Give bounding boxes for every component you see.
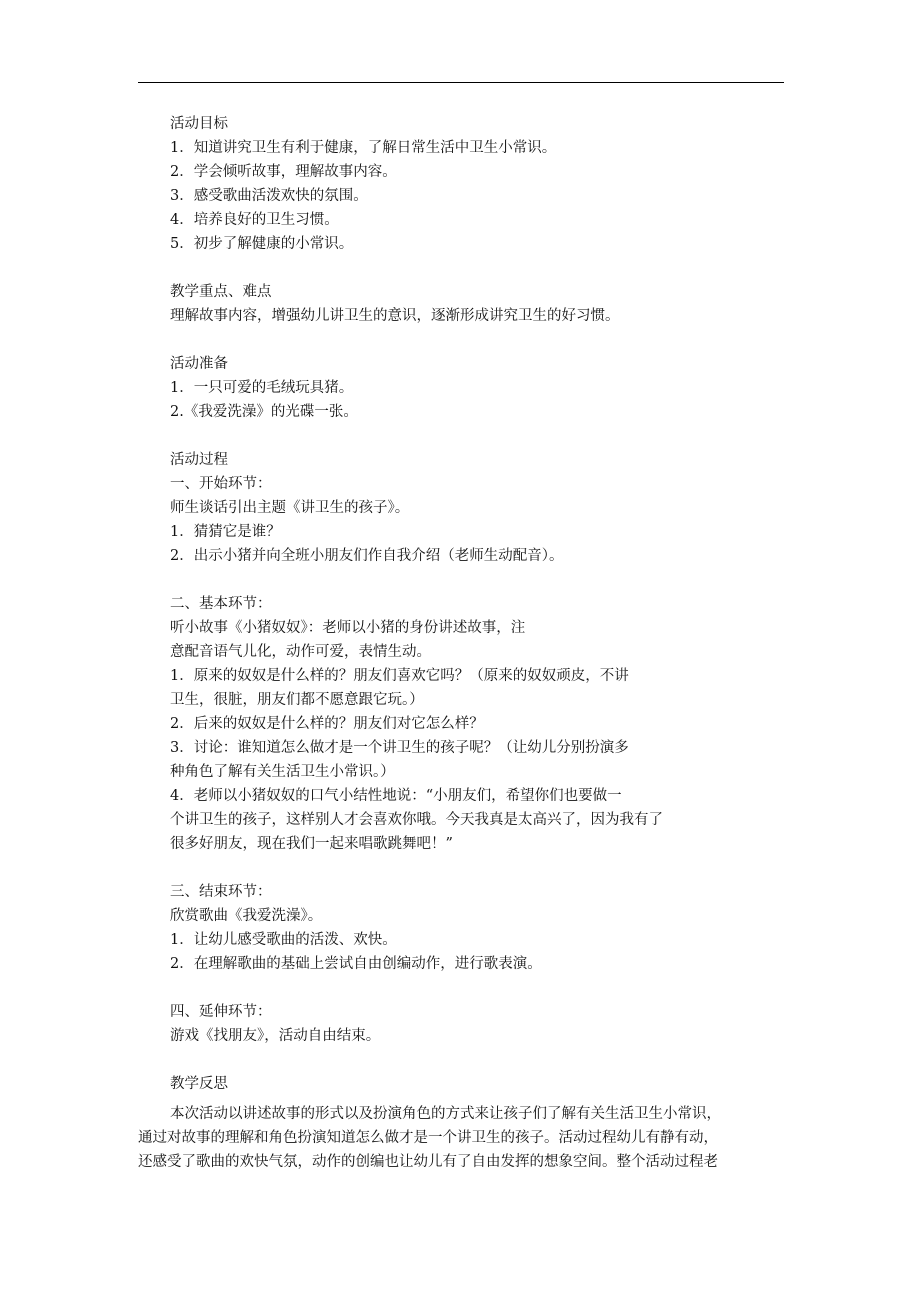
process-line: 一、开始环节： — [170, 476, 272, 492]
extension-line: 游戏《找朋友》，活动自由结束。 — [170, 1028, 381, 1044]
document-body — [170, 112, 810, 1096]
process-line: 2．出示小猪并向全班小朋友们作自我介绍（老师生动配音）。 — [170, 548, 564, 564]
goal-item: 5．初步了解健康的小常识。 — [170, 236, 354, 252]
basic-line: 1．原来的奴奴是什么样的？朋友们喜欢它吗？（原来的奴奴顽皮，不讲 — [170, 668, 629, 684]
spacer — [170, 1048, 810, 1072]
basic-line: 听小故事《小猪奴奴》：老师以小猪的身份讲述故事，注 — [170, 620, 526, 636]
basic-line: 2．后来的奴奴是什么样的？朋友们对它怎么样？ — [170, 716, 484, 732]
ending-line: 欣赏歌曲《我爱洗澡》。 — [170, 908, 323, 924]
reflection-line: 通过对故事的理解和角色扮演知道怎么做才是一个讲卫生的孩子。活动过程幼儿有静有动， — [138, 1130, 718, 1146]
spacer — [170, 568, 810, 592]
section-heading-key-points: 教学重点、难点 — [170, 284, 272, 300]
basic-line: 个讲卫生的孩子，这样别人才会喜欢你哦。今天我真是太高兴了，因为我有了 — [170, 812, 663, 828]
key-points-text: 理解故事内容，增强幼儿讲卫生的意识，逐渐形成讲究卫生的好习惯。 — [170, 308, 620, 324]
ending-line: 2．在理解歌曲的基础上尝试自由创编动作，进行歌表演。 — [170, 956, 542, 972]
ending-line: 1．让幼儿感受歌曲的活泼、欢快。 — [170, 932, 397, 948]
section-heading-goals: 活动目标 — [170, 116, 228, 132]
goal-item: 4．培养良好的卫生习惯。 — [170, 212, 339, 228]
reflection-line: 本次活动以讲述故事的形式以及扮演角色的方式来让孩子们了解有关生活卫生小常识， — [170, 1106, 721, 1122]
basic-line: 3．讨论：谁知道怎么做才是一个讲卫生的孩子呢？（让幼儿分别扮演多 — [170, 740, 629, 756]
reflection-paragraph — [138, 1102, 790, 1174]
header-rule — [138, 82, 784, 83]
process-line: 1．猜猜它是谁？ — [170, 524, 281, 540]
section-heading-basic: 二、基本环节： — [170, 596, 272, 612]
basic-line: 意配音语气儿化，动作可爱，表情生动。 — [170, 644, 431, 660]
basic-line: 卫生，很脏，朋友们都不愿意跟它玩。） — [170, 692, 424, 708]
basic-line: 种角色了解有关生活卫生小常识。） — [170, 764, 395, 780]
goal-item: 2．学会倾听故事，理解故事内容。 — [170, 164, 397, 180]
basic-line: 很多好朋友，现在我们一起来唱歌跳舞吧！” — [170, 836, 453, 852]
section-heading-process: 活动过程 — [170, 452, 228, 468]
goal-item: 1．知道讲究卫生有利于健康，了解日常生活中卫生小常识。 — [170, 140, 557, 156]
section-heading-extension: 四、延伸环节： — [170, 1004, 272, 1020]
goal-item: 3．感受歌曲活泼欢快的氛围。 — [170, 188, 368, 204]
basic-line: 4．老师以小猪奴奴的口气小结性地说：“小朋友们，希望你们也要做一 — [170, 788, 622, 804]
preparation-item: 1．一只可爱的毛绒玩具猪。 — [170, 380, 354, 396]
preparation-item: 2.《我爱洗澡》的光碟一张。 — [170, 404, 358, 420]
spacer — [170, 424, 810, 448]
section-heading-reflection: 教学反思 — [170, 1076, 228, 1092]
spacer — [170, 976, 810, 1000]
process-line: 师生谈话引出主题《讲卫生的孩子》。 — [170, 500, 410, 516]
section-heading-ending: 三、结束环节： — [170, 884, 272, 900]
reflection-line: 还感受了歌曲的欢快气氛，动作的创编也让幼儿有了自由发挥的想象空间。整个活动过程老 — [138, 1154, 718, 1170]
spacer — [170, 328, 810, 352]
spacer — [170, 256, 810, 280]
section-heading-preparation: 活动准备 — [170, 356, 228, 372]
spacer — [170, 856, 810, 880]
